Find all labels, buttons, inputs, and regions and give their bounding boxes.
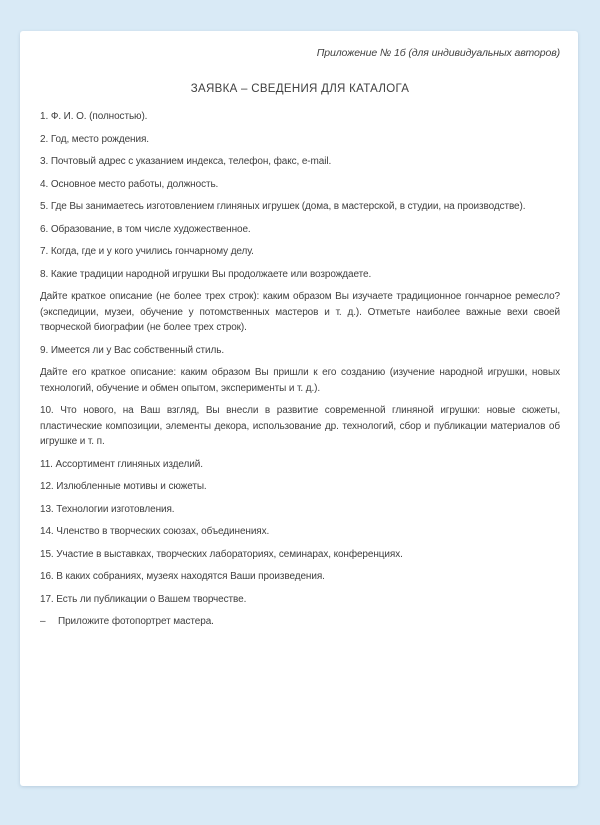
form-item-14: 14. Членство в творческих союзах, объединениях.: [40, 526, 270, 537]
form-item-8: 8. Какие традиции народной игрушки Вы продолжаете или возрождаете.: [40, 268, 372, 280]
form-item-10: 10. Что нового, на Ваш взгляд, Вы внесли в развитие современной глиняной игрушки: новые сюжеты, пластические композиции, элементы декора, использование др. технологий, сбор и публикации материалов об игрушке и т. п.: [40, 405, 560, 447]
form-item-4: 4. Основное место работы, должность.: [40, 178, 219, 190]
form-item-8-note: Дайте краткое описание (не более трех строк): каким образом Вы изучаете традиционное гончарное ремесло? (экспедиции, музеи, обучение у потомственных мастеров и т. д.). Отметьте наиболее важные вехи своей творческой биографии (не более трех строк).: [40, 291, 560, 333]
dash-marker: –: [40, 616, 46, 627]
form-item-11: 11. Ассортимент глиняных изделий.: [40, 458, 203, 470]
form-item-15: 15. Участие в выставках, творческих лабораториях, семинарах, конференциях.: [40, 548, 403, 560]
document-title: ЗАЯВКА – СВЕДЕНИЯ ДЛЯ КАТАЛОГА: [190, 83, 410, 95]
form-item-5: 5. Где Вы занимаетесь изготовлением глиняных игрушек (дома, в мастерской, в студии, на производстве).: [40, 201, 526, 212]
appendix-note: Приложение № 1б (для индивидуальных авторов): [316, 47, 560, 59]
form-item-16: 16. В каких собраниях, музеях находятся Ваши произведения.: [40, 571, 325, 582]
form-item-13: 13. Технологии изготовления.: [40, 503, 175, 515]
form-item-1: 1. Ф. И. О. (полностью).: [40, 111, 148, 122]
attachment-note-text: Приложите фотопортрет мастера.: [58, 616, 214, 627]
form-item-7: 7. Когда, где и у кого учились гончарному делу.: [40, 246, 254, 257]
document-page: [20, 31, 578, 786]
form-item-17: 17. Есть ли публикации о Вашем творчестве.: [40, 593, 247, 605]
form-item-12: 12. Излюбленные мотивы и сюжеты.: [40, 481, 207, 492]
attachment-note: [40, 614, 560, 630]
form-items-list: [40, 109, 560, 630]
form-item-2: 2. Год, место рождения.: [40, 133, 149, 145]
form-item-9-note: Дайте его краткое описание: каким образом Вы пришли к его созданию (изучение народной игрушки, новых технологий, обучение и обмен опытом, эксперименты и т. д.).: [40, 367, 560, 394]
form-item-6: 6. Образование, в том числе художественное.: [40, 223, 251, 235]
form-item-3: 3. Почтовый адрес с указанием индекса, телефон, факс, e-mail.: [40, 156, 332, 167]
form-item-9: 9. Имеется ли у Вас собственный стиль.: [40, 344, 225, 356]
